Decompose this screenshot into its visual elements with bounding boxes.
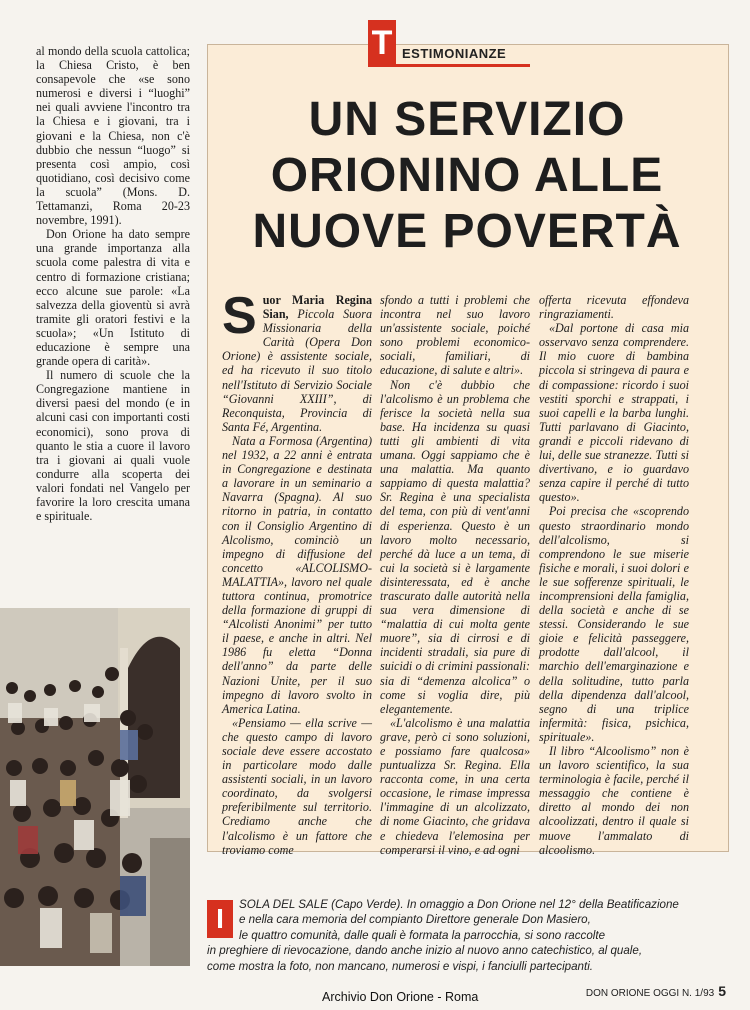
article-paragraph: Il libro “Alcoolismo” non è un lavoro scientifico, la sua terminologia è facile, perché il messaggio che contiene è diretto al mondo dei non alcoolizzati, dentro il quale si muove l'ammalato di alcoolismo. [539, 744, 689, 857]
article-paragraph: «L'alcolismo è una malattia grave, però ci sono soluzioni, e possiamo fare qualcosa» puntualizza Sr. Regina. Ella racconta come, in una certa occasione, le rimase impressa l'immagine di un alcolizzato, di nome Giacinto, che gridava e chiedeva l'elemosina per comperarsi il vino, e ad ogni [380, 715, 530, 857]
magazine-issue: DON ORIONE OGGI N. 1/93 [585, 988, 715, 999]
left-paragraph-2: Don Orione ha dato sempre una grande importanza alla scuola come palestra di vita e centro di formazione cristiana; ecco alcune sue parole: «La salvezza della gioventù si avrà tramite gli oratori festivi e la scuola»; «Un Istituto di educazione è sempre una grande opera di carità». [36, 227, 190, 369]
article-column-3 [539, 293, 689, 857]
left-paragraph-1: al mondo della scuola cattolica; la Chiesa Cristo, è ben consapevole che «se sono numerosi e diversi i “luoghi” nei quali avviene l'incontro tra la Chiesa e i giovani, tra i giovani e la Chiesa, non c'è dubbio che nessun “luogo” si presenta così ampio, così quotidiano, così decisivo come la scuola” (Mons. D. Tettamanzi, Roma 20-23 novembre, 1991). [36, 44, 190, 228]
headline [222, 92, 712, 260]
caption-line: le quattro comunità, dalle quali è formata la parrocchia, si sono raccolte [239, 928, 606, 942]
children-photo [0, 608, 190, 966]
section-rule [368, 64, 530, 67]
drop-cap: S [222, 287, 257, 345]
article-paragraph: Nata a Formosa (Argentina) nel 1932, a 22 anni è entrata in Congregazione e destinata a lavorare in un seminario a Navarra (Spagna). Al suo ritorno in patria, in contatto con il Consiglio Argentino di Alcolismo, cominciò un impegno di diffusione del concetto «ALCOLISMO-MALATTIA», lavoro nel quale tuttora continua, promotrice della formazione di gruppi di “Alcolisti Anonimi” per tutto il paese, e anche in altri. Nel 1986 fu eletta “Donna dell'anno” da parte delle Nazioni Unite, per il suo impegno di lavoro svolto in America Latina. [222, 433, 372, 716]
caption-line: e nella cara memoria del compianto Direttore generale Don Masiero, [239, 913, 591, 927]
left-paragraph-3: Il numero di scuole che la Congregazione mantiene in diversi paesi del mondo (e in alcuni casi con importanti costi economici), sono prova di quanto le stia a cuore il lavoro tra i giovani ai quali vuole condurre alla scoperta dei valori fondati nel Vangelo per favorire la loro crescita umana e spirituale. [36, 368, 190, 524]
headline-line-3: NUOVE POVERTÀ [252, 205, 682, 258]
caption-line: in preghiere di rievocazione, dando anche inizio al nuovo anno catechistico, al quale, [207, 944, 643, 958]
article-paragraph: sfondo a tutti i problemi che incontra nel suo lavoro un'assistente sociale, poiché sono problemi economico-sociali, familiari, di educazione, di salute e altri». [380, 293, 530, 378]
photo-caption [207, 897, 702, 974]
caption-initial: I [207, 900, 233, 938]
article-paragraph: «Dal portone di casa mia osservavo senza comprendere. Il mio cuore di bambina piccola si stringeva di paura e di compassione: ricordo i suoi vestiti sporchi e strappati, i suoi capelli e la barba lunghi. Tutti parlavano di Giacinto, grandi e piccoli ridevano di lui, delle sue stranezze. Tutti si divertivano, e io guardavo senza capire il perché di tutto questo». [539, 321, 689, 505]
page-number: 5 [718, 983, 726, 999]
magazine-footer [586, 983, 726, 999]
headline-line-2: ORIONINO ALLE [270, 149, 664, 202]
section-initial: T [368, 20, 396, 66]
headline-line-1: UN SERVIZIO [308, 93, 626, 146]
caption-line: come mostra la foto, non mancano, numerosi e vispi, i fanciulli partecipanti. [207, 959, 594, 973]
article-intro-paragraph [222, 287, 372, 434]
article-paragraph: offerta ricevuta effondeva ringraziamenti. [539, 293, 689, 322]
archive-watermark: Archivio Don Orione - Roma [322, 990, 479, 1004]
section-label: ESTIMONIANZE [402, 46, 507, 61]
article-column-2 [380, 293, 530, 857]
caption-line: SOLA DEL SALE (Capo Verde). In omaggio a Don Orione nel 12° della Beatificazione [239, 898, 679, 911]
left-column [36, 44, 190, 523]
article-paragraph: Non c'è dubbio che l'alcolismo è un problema che ferisce la società nella sua base. Ha incidenza su quasi tutti gli ambienti di vita umana. Oggi sappiamo che è una malattia. Ma quanto sappiamo di questa malattia? Sr. Regina è una specialista del tema, con più di vent'anni di esperienza. Questo è un lavoro molto necessario, perché dà luce a un tema, di cui la società si è largamente disinteressata, ed è anche trascurato dalle autorità nella sua vera dimensione di “malattia di cui molta gente muore”, sia di cirrosi e di incidenti stradali, sia pure di suicidi o di crimini passionali: sia di “demenza alcolica” o come si voglia dire, più elegantemente. [380, 377, 530, 716]
intro-text: Piccola Suora Missionaria della Carità (Opera Don Orione) è assistente sociale, ed ha ricevuto il suo titolo nell'Istituto di Servizio Sociale “Giovanni XXIII”, di Reconquista, Provincia di Santa Fé, Argentina. [222, 307, 372, 434]
article-column-1 [222, 287, 372, 857]
article-paragraph: «Pensiamo — ella scrive — che questo campo di lavoro sociale deve essere accostato in particolare modo dalle assistenti sociali, in un lavoro coordinato, da svolgersi preferibilmente sul territorio. Crediamo anche che l'alcolismo è un fattore che troviamo come [222, 715, 372, 857]
subject-name: uor Maria Regina Sian, [262, 293, 372, 322]
article-paragraph: Poi precisa che «scoprendo questo straordinario mondo dell'alcolismo, si comprendono le sue miserie fisiche e morali, i suoi dolori e le sue sofferenze spirituali, le incomprensioni della famiglia, della società e anche di se stessi. Considerando le sue gioie e felicità passeggere, prodotte dall'alcool, il marchio dell'emarginazione e della solitudine, tutto parla della dipendenza dall'alcool, segno di una triplice infermità: fisica, psichica, spirituale». [539, 504, 689, 744]
